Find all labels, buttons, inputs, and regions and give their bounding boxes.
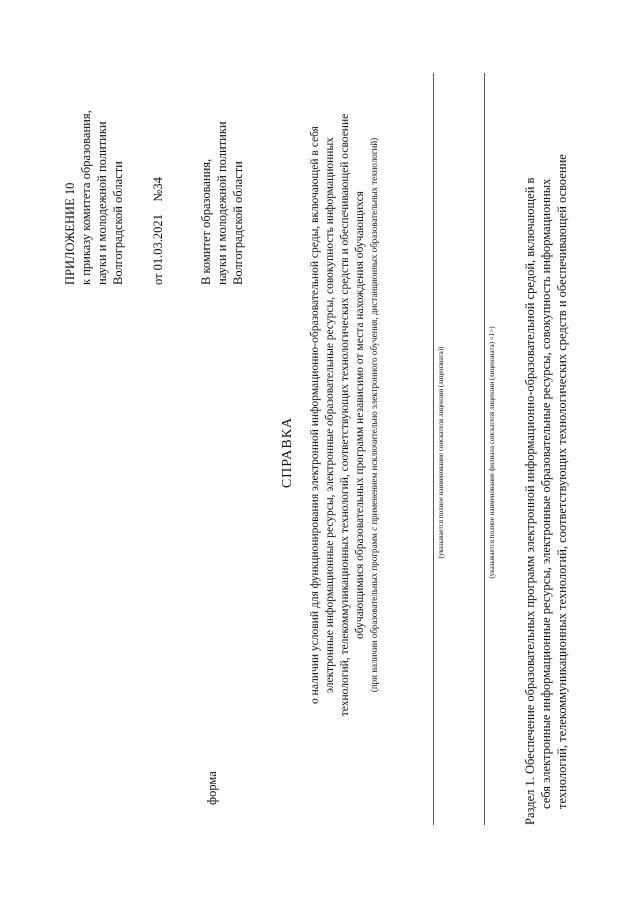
subtitle-note: (при наличии образовательных программ с применением исключительно электронного обучения, дистанционных образовательных технологий) [369,137,379,693]
appendix-header [62,110,126,285]
section-1-heading [522,0,570,825]
section-1-line: себя электронные информационные ресурсы, электронные образовательные ресурсы, совокупность информационных [539,178,553,809]
document-title: СПРАВКА [280,416,295,489]
addressee-line: науки и молодежной политики [215,121,229,285]
section-1-line: технологий, телекоммуникационных технологий, соответствующих технологических средств и обеспечивающей освоение [555,154,569,809]
branch-caption: (указывается полное наименование филиала соискателя лицензии (лицензиата) <1>) [488,326,496,579]
branch-name-line [484,73,485,825]
addressee-block [198,121,246,285]
section-1-line: Раздел 1. Обеспечение образовательных программ электронной информационно-образовательной средой, включающей в [523,177,537,825]
form-label: форма [205,771,219,805]
subtitle-line: технологий, телекоммуникационных технологий, соответствующих технологических средств и обеспечивающей освоение [339,113,351,717]
appendix-line: ПРИЛОЖЕНИЕ 10 [63,182,77,285]
appendix-line: к приказу комитета образования, [79,110,93,285]
addressee-line: В комитет образования, [199,158,213,285]
licensee-caption: (указывается полное наименование соискателя лицензии (лицензиата)) [437,346,445,559]
appendix-line: науки и молодежной политики [95,121,109,285]
document-subtitle [308,0,380,845]
licensee-name-line [433,73,434,825]
subtitle-line: обучающимися образовательных программ независимо от места нахождения обучающихся [354,191,366,639]
addressee-line: Волгоградской области [231,161,245,285]
order-date-number: от 01.03.2021 №34 [151,177,165,285]
subtitle-line: о наличии условий для функционирования электронной информационно-образовательной среды, включающей в себя [309,126,321,704]
subtitle-line: электронные информационные ресурсы, электронные образовательные ресурсы, совокупность информационных [324,137,336,693]
appendix-line: Волгоградской области [111,161,125,285]
